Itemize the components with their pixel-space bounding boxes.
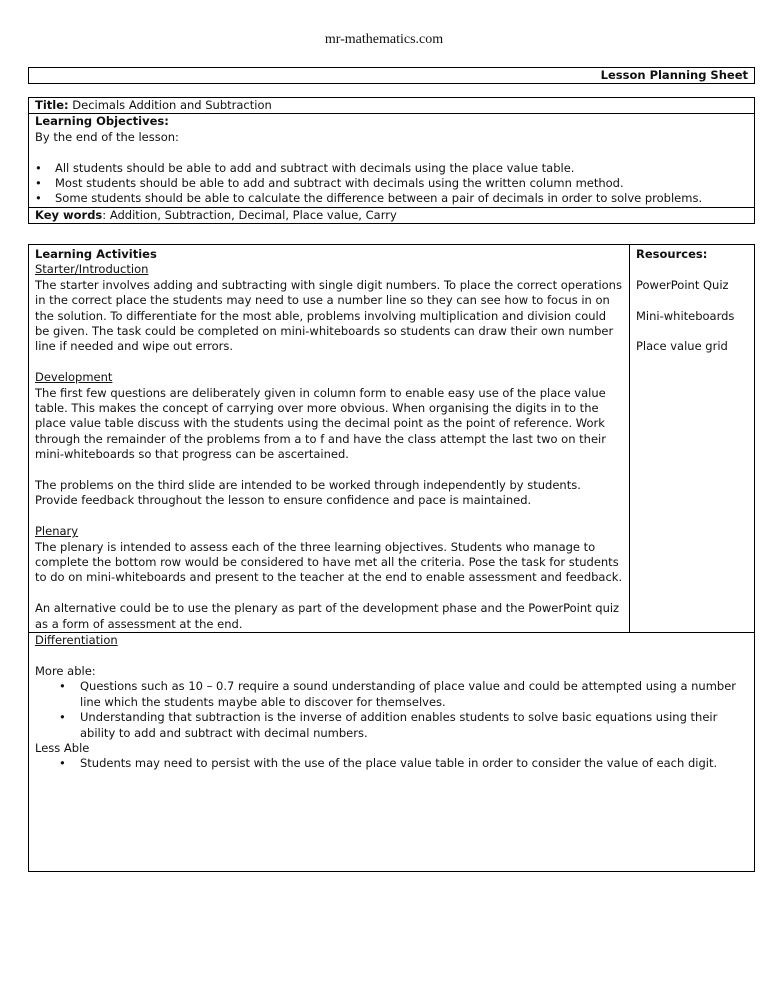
- plenary-text: An alternative could be to use the plenary as part of the development phase and the PowerPoint quiz as a form of assessment at the end.: [35, 601, 620, 631]
- less-able-list: [35, 756, 748, 771]
- resources-cell: [630, 245, 755, 633]
- starter-heading: Starter/Introduction: [35, 262, 149, 277]
- objectives-list: [35, 161, 748, 207]
- site-name: mr-mathematics.com: [324, 32, 444, 47]
- title-label: Title:: [35, 98, 69, 112]
- objectives-cell: [29, 114, 755, 207]
- activities-heading: Learning Activities: [35, 247, 157, 261]
- differentiation-heading: Differentiation: [35, 633, 118, 648]
- objectives-heading: Learning Objectives:: [35, 114, 169, 129]
- resources-heading: Resources:: [636, 247, 708, 261]
- objective-item: • All students should be able to add and subtract with decimals using the place value table.: [35, 161, 748, 176]
- sheet-header: [28, 67, 755, 84]
- more-able-item: • Understanding that subtraction is the inverse of addition enables students to solve basic equations using their ability to add and subtract with decimal numbers.: [35, 710, 748, 741]
- development-text: The problems on the third slide are intended to be worked through independently by students. Provide feedback throughout the lesson to ensure confidence and pace is maintained.: [35, 478, 581, 508]
- activities-table: [28, 244, 755, 872]
- development-heading: Development: [35, 370, 113, 385]
- development-text: The first few questions are deliberately given in column form to enable easy use of the place value table. This makes the concept of carrying over more obvious. When organising the digits in to the place value table discuss with the students using the decimal point as the point of reference. Work through the remainder of the problems from a to f and have the class attempt the last two on their mini-whiteboards so that progress can be ascertained.: [35, 385, 606, 462]
- objective-item: • Most students should be able to add and subtract with decimals using the written column method.: [35, 176, 748, 191]
- more-able-label: More able:: [35, 663, 96, 678]
- starter-text: The starter involves adding and subtracting with single digit numbers. To place the correct operations in the correct place the students may need to use a number line so they can see how to focus in on the solution. To differentiate for the most able, problems involving multiplication and division could be given. The task could be completed on mini-whiteboards so students can draw their own number line if needed and wipe out errors.: [35, 277, 622, 354]
- keywords-row: [29, 207, 755, 223]
- resource-item: Place value grid: [636, 339, 728, 354]
- differentiation-cell: [29, 633, 755, 872]
- plenary-text: The plenary is intended to assess each of the three learning objectives. Students who manage to complete the bottom row would be considered to have met all the criteria. Pose the task for students to do on mini-whiteboards and present to the teacher at the end to enable assessment and feedback.: [35, 539, 623, 585]
- title-value: Decimals Addition and Subtraction: [68, 98, 272, 112]
- plenary-heading: Plenary: [35, 524, 79, 539]
- objectives-intro: By the end of the lesson:: [35, 129, 179, 144]
- objective-item: • Some students should be able to calculate the difference between a pair of decimals in order to solve problems.: [35, 191, 748, 206]
- resource-item: Mini-whiteboards: [636, 308, 735, 323]
- activities-cell: [29, 245, 630, 633]
- resource-item: PowerPoint Quiz: [636, 277, 729, 292]
- more-able-item: • Questions such as 10 – 0.7 require a sound understanding of place value and could be attempted using a number line which the students maybe able to discover for themselves.: [35, 679, 748, 710]
- sheet-title: Lesson Planning Sheet: [29, 68, 755, 84]
- objectives-table: [28, 97, 755, 224]
- title-row: [29, 98, 755, 114]
- keywords-label: Key words: [35, 207, 103, 222]
- more-able-list: [35, 679, 748, 741]
- less-able-item: • Students may need to persist with the use of the place value table in order to consider the value of each digit.: [35, 756, 748, 771]
- keywords-value: : Addition, Subtraction, Decimal, Place value, Carry: [102, 207, 397, 222]
- less-able-label: Less Able: [35, 740, 90, 755]
